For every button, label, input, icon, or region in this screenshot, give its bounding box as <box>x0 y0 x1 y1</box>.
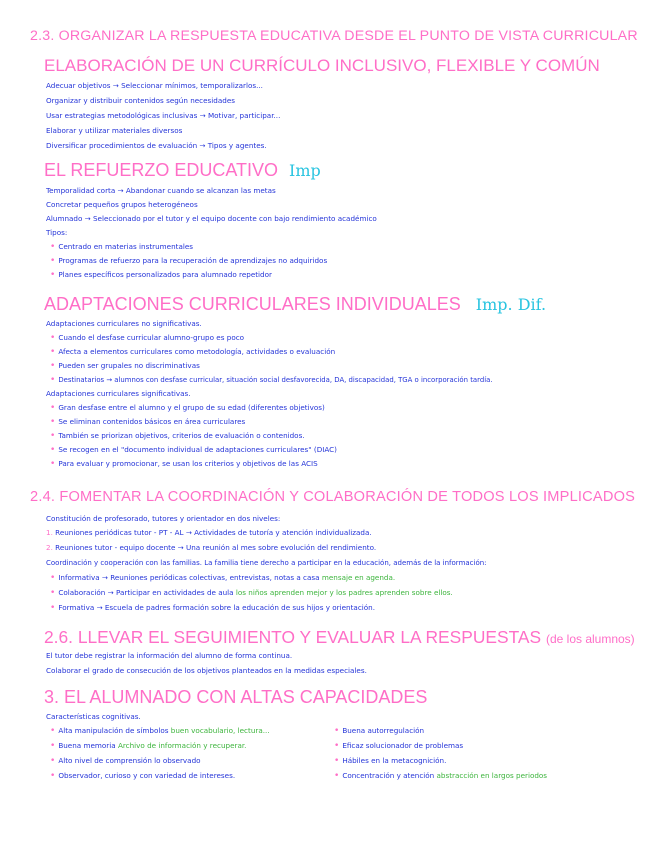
numbered-item: 1. Reuniones periódicas tutor - PT - AL → Actividades de tutoría y atención individualizada. <box>46 528 372 537</box>
text-line: Alumnado → Seleccionado por el tutor y el equipo docente con bajo rendimiento académico <box>46 214 377 223</box>
adaptaciones-tag: Imp. Dif. <box>475 295 547 314</box>
section-3-title: 3. EL ALUMNADO CON ALTAS CAPACIDADES <box>44 687 428 707</box>
text-line: Elaborar y utilizar materiales diversos <box>46 126 183 135</box>
text-line: Coordinación y cooperación con las familias. La familia tiene derecho a participar en la educación, además de la información: <box>46 559 487 567</box>
section-2-3-subtitle: ELABORACIÓN DE UN CURRÍCULO INCLUSIVO, FLEXIBLE Y COMÚN <box>44 56 600 75</box>
text-line: Tipos: <box>46 228 68 237</box>
list-item: • Se recogen en el "documento individual de adaptaciones curriculares" (DIAC) <box>50 445 337 455</box>
list-item: • Formativa → Escuela de padres formación sobre la educación de sus hijos y orientación. <box>50 603 376 613</box>
section-2-6-title-text: 2.6. LLEVAR EL SEGUIMIENTO Y EVALUAR LA RESPUESTAS <box>44 627 542 647</box>
text-line: Usar estrategias metodológicas inclusivas → Motivar, participar... <box>46 111 281 120</box>
refuerzo-title <box>44 160 321 181</box>
refuerzo-tag: Imp <box>289 161 321 180</box>
list-item: • Programas de refuerzo para la recuperación de aprendizajes no adquiridos <box>50 256 328 266</box>
text-line: Concretar pequeños grupos heterogéneos <box>46 200 198 209</box>
list-item: • Pueden ser grupales no discriminativas <box>50 361 200 371</box>
list-item: • Alta manipulación de símbolos buen vocabulario, lectura... <box>50 726 270 736</box>
list-item: • Concentración y atención abstracción en largos periodos <box>334 771 548 781</box>
text-line: Colaborar el grado de consecución de los objetivos planteados en la medidas especiales. <box>46 666 367 675</box>
text-line: Organizar y distribuir contenidos según necesidades <box>46 96 235 105</box>
list-item: • Destinatarios → alumnos con desfase curricular, situación social desfavorecida, DA, discapacidad, TGA o incorporación tardía. <box>50 375 493 385</box>
text-line: Constitución de profesorado, tutores y orientador en dos niveles: <box>46 514 281 523</box>
list-item: • También se priorizan objetivos, criterios de evaluación o contenidos. <box>50 431 305 441</box>
text-line: Adaptaciones curriculares significativas. <box>46 389 191 398</box>
text-line: Adaptaciones curriculares no significativas. <box>46 319 202 328</box>
section-2-3-title: 2.3. ORGANIZAR LA RESPUESTA EDUCATIVA DESDE EL PUNTO DE VISTA CURRICULAR <box>30 28 638 44</box>
section-2-6-note: (de los alumnos) <box>545 632 635 646</box>
text-line: Diversificar procedimientos de evaluación → Tipos y agentes. <box>46 141 267 150</box>
adaptaciones-title <box>44 294 546 315</box>
list-item: • Se eliminan contenidos básicos en área curriculares <box>50 417 246 427</box>
adaptaciones-title-text: ADAPTACIONES CURRICULARES INDIVIDUALES <box>44 294 461 314</box>
section-2-6-title <box>44 627 635 648</box>
list-item: • Buena autorregulación <box>334 726 425 736</box>
refuerzo-title-text: EL REFUERZO EDUCATIVO <box>44 160 279 180</box>
text-line: Temporalidad corta → Abandonar cuando se alcanzan las metas <box>46 186 276 195</box>
list-item: • Para evaluar y promocionar, se usan los criterios y objetivos de las ACIS <box>50 459 318 469</box>
list-item: • Buena memoria Archivo de información y recuperar. <box>50 741 247 751</box>
list-item: • Alto nivel de comprensión lo observado <box>50 756 201 766</box>
list-item: • Observador, curioso y con variedad de intereses. <box>50 771 236 781</box>
list-item: • Informativa → Reuniones periódicas colectivas, entrevistas, notas a casa mensaje en agenda. <box>50 573 396 583</box>
numbered-item: 2. Reuniones tutor - equipo docente → Una reunión al mes sobre evolución del rendimiento. <box>46 543 377 552</box>
list-item: • Gran desfase entre el alumno y el grupo de su edad (diferentes objetivos) <box>50 403 325 413</box>
text-line: Características cognitivas. <box>46 712 141 721</box>
list-item: • Eficaz solucionador de problemas <box>334 741 464 751</box>
text-line: El tutor debe registrar la información del alumno de forma continua. <box>46 651 293 660</box>
list-item: • Planes específicos personalizados para alumnado repetidor <box>50 270 272 280</box>
list-item: • Cuando el desfase curricular alumno-grupo es poco <box>50 333 245 343</box>
section-2-4-title: 2.4. FOMENTAR LA COORDINACIÓN Y COLABORACIÓN DE TODOS LOS IMPLICADOS <box>30 489 636 505</box>
text-line: Adecuar objetivos → Seleccionar mínimos, temporalizarlos... <box>46 81 263 90</box>
list-item: • Colaboración → Participar en actividades de aula los niños aprenden mejor y los padres aprenden sobre ellos. <box>50 588 453 598</box>
list-item: • Afecta a elementos curriculares como metodología, actividades o evaluación <box>50 347 336 357</box>
list-item: • Hábiles en la metacognición. <box>334 756 447 766</box>
list-item: • Centrado en materias instrumentales <box>50 242 194 252</box>
